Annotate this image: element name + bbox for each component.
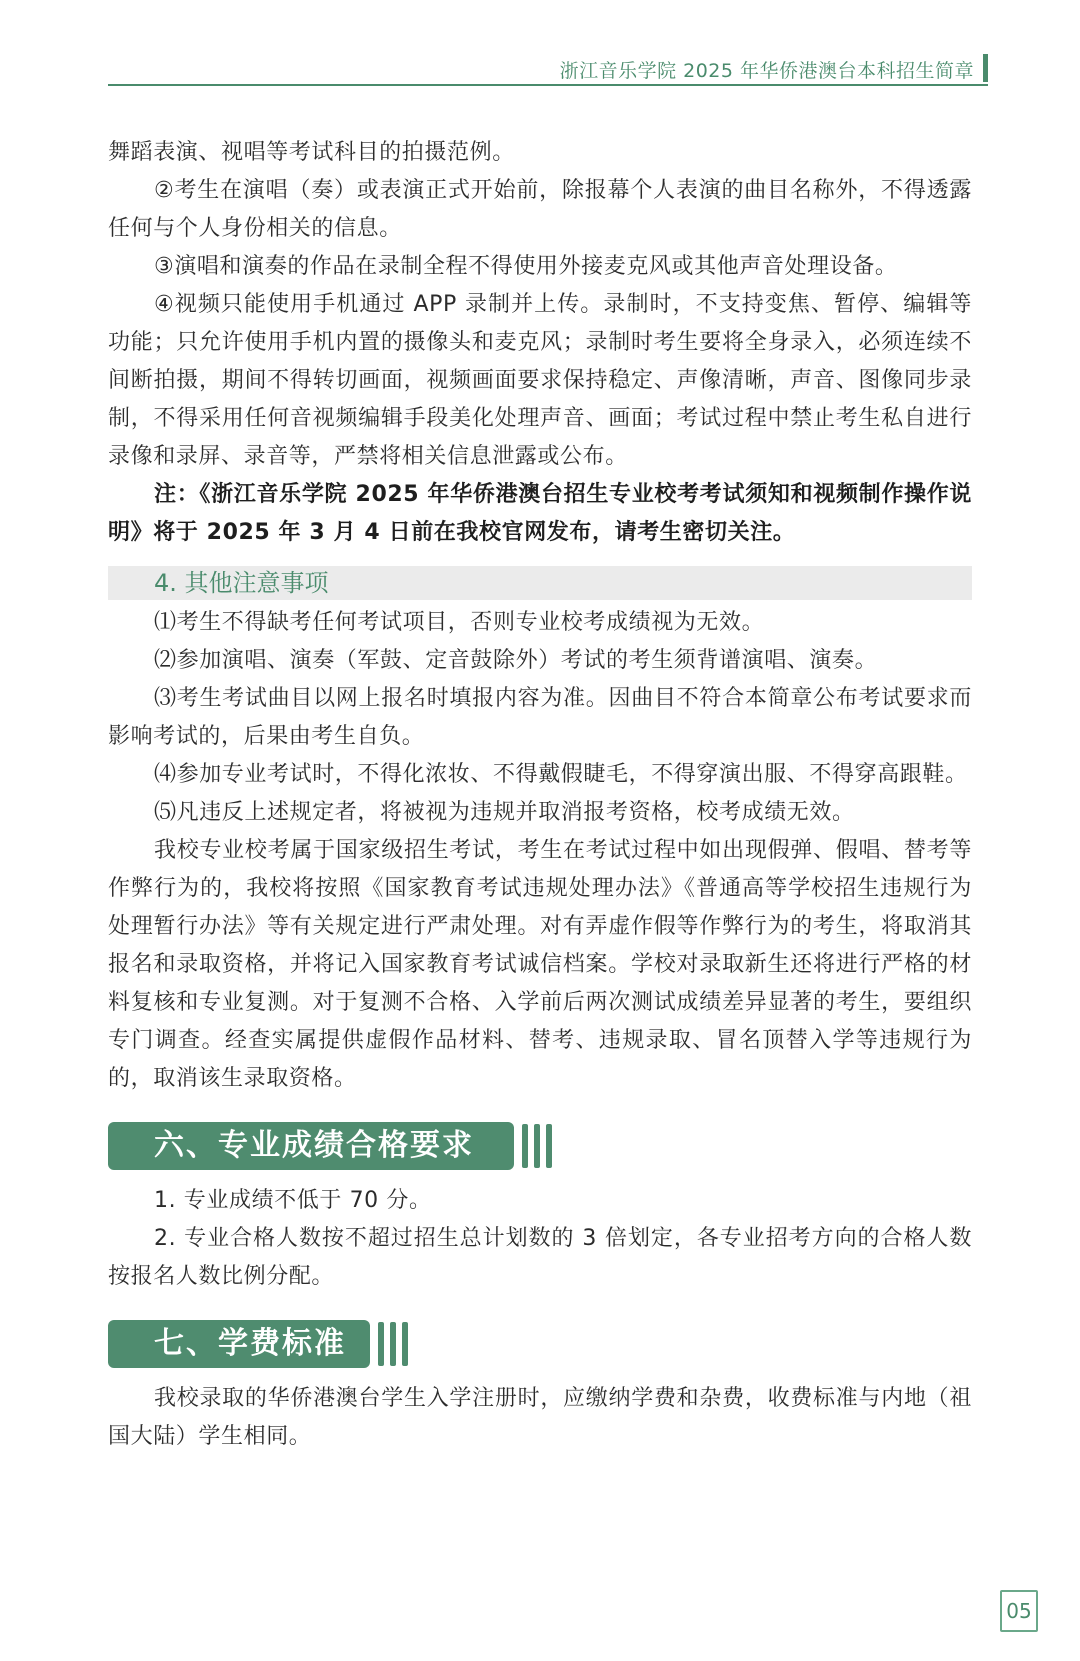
paragraph-item-4: ④视频只能使用手机通过 APP 录制并上传。录制时，不支持变焦、暂停、编辑等功能；只允许使用手机内置的摄像头和麦克风；录制时考生要将全身录入，必须连续不间断拍摄，期间不得转切画面，视频画面要求保持稳定、声像清晰，声音、图像同步录制，不得采用任何音视频编辑手段美化处理声音、画面；考试过程中禁止考生私自进行录像和录屏、录音等，严禁将相关信息泄露或公布。: [108, 292, 972, 469]
section-heading-6: [108, 1122, 972, 1170]
section7-paragraph: 我校录取的华侨港澳台学生入学注册时，应缴纳学费和杂费，收费标准与内地（祖国大陆）学生相同。: [108, 1386, 972, 1449]
sub-heading-other-notes: 4. 其他注意事项: [108, 566, 972, 600]
page-content: [108, 134, 972, 1456]
list-item-2: ⑵参加演唱、演奏（军鼓、定音鼓除外）考试的考生须背谱演唱、演奏。: [154, 648, 878, 673]
section-title-7: 七、学费标准: [108, 1320, 370, 1368]
paragraph-note: 注：《浙江音乐学院 2025 年华侨港澳台招生专业校考考试须知和视频制作操作说明》将于 2025 年 3 月 4 日前在我校官网发布，请考生密切关注。: [108, 482, 972, 545]
section-decor-bars: [378, 1322, 414, 1366]
section-decor-bars: [522, 1124, 558, 1168]
page-header: [108, 52, 988, 86]
header-accent-bar: [983, 54, 988, 82]
page-number: 05: [1000, 1590, 1038, 1632]
list-item-4: ⑷参加专业考试时，不得化浓妆、不得戴假睫毛，不得穿演出服、不得穿高跟鞋。: [154, 762, 968, 787]
list-item-5: ⑸凡违反上述规定者，将被视为违规并取消报考资格，校考成绩无效。: [154, 800, 855, 825]
paragraph-cheating-policy: 我校专业校考属于国家级招生考试，考生在考试过程中如出现假弹、假唱、替考等作弊行为的，我校将按照《国家教育考试违规处理办法》《普通高等学校招生违规行为处理暂行办法》等有关规定进行严肃处理。对有弄虚作假等作弊行为的考生，将取消其报名和录取资格，并将记入国家教育考试诚信档案。学校对录取新生还将进行严格的材料复核和专业复测。对于复测不合格、入学前后两次测试成绩差异显著的考生，要组织专门调查。经查实属提供虚假作品材料、替考、违规录取、冒名顶替入学等违规行为的，取消该生录取资格。: [108, 838, 972, 1091]
section6-item-1: 1. 专业成绩不低于 70 分。: [154, 1188, 432, 1213]
section-heading-7: [108, 1320, 972, 1368]
section-title-6: 六、专业成绩合格要求: [108, 1122, 514, 1170]
paragraph-item-2: ②考生在演唱（奏）或表演正式开始前，除报幕个人表演的曲目名称外，不得透露任何与个人身份相关的信息。: [108, 178, 972, 241]
list-item-3: ⑶考生考试曲目以网上报名时填报内容为准。因曲目不符合本简章公布考试要求而影响考试的，后果由考生自负。: [108, 686, 972, 749]
section6-item-2: 2. 专业合格人数按不超过招生总计划数的 3 倍划定，各专业招考方向的合格人数按报名人数比例分配。: [108, 1226, 972, 1289]
paragraph-continuation: 舞蹈表演、视唱等考试科目的拍摄范例。: [108, 140, 515, 165]
list-item-1: ⑴考生不得缺考任何考试项目，否则专业校考成绩视为无效。: [154, 610, 765, 635]
header-title: 浙江音乐学院 2025 年华侨港澳台本科招生简章: [559, 60, 974, 82]
paragraph-item-3: ③演唱和演奏的作品在录制全程不得使用外接麦克风或其他声音处理设备。: [154, 254, 898, 279]
